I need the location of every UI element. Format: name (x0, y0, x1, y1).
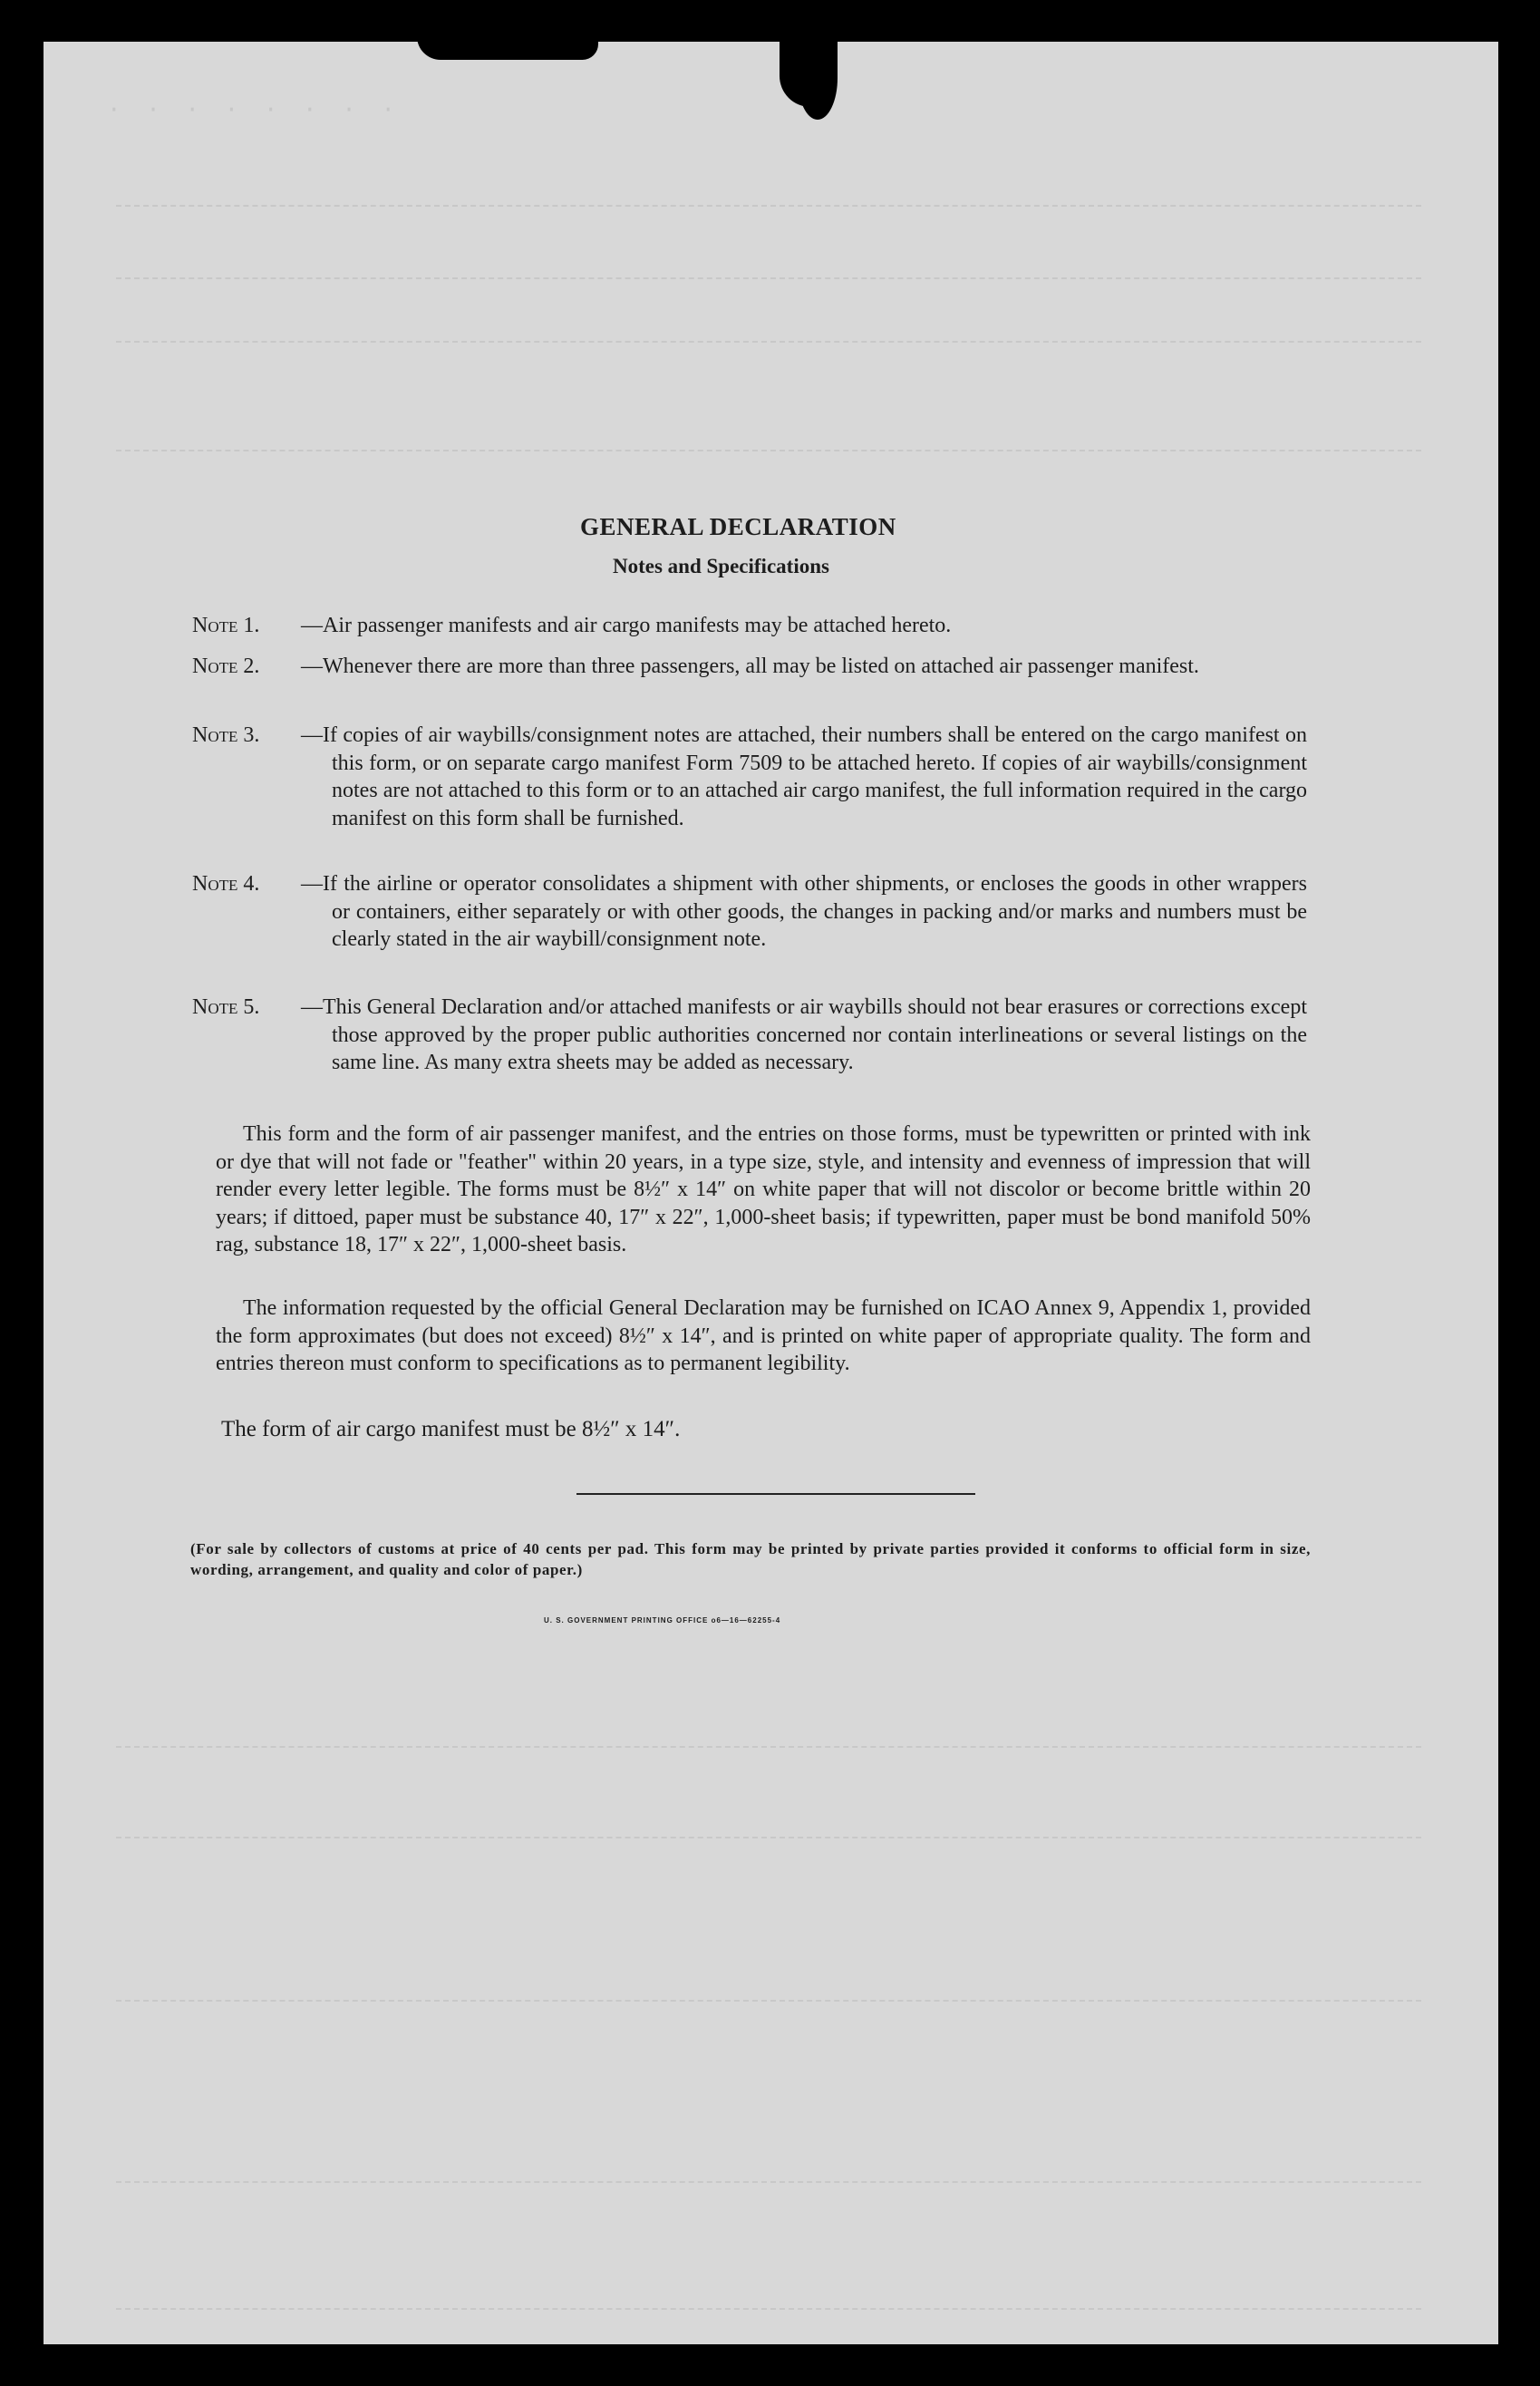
divider-rule (576, 1493, 975, 1495)
note-3 (192, 722, 1307, 832)
bleed-through-text: · · · · · · · · (107, 96, 402, 123)
printing-office-imprint: U. S. GOVERNMENT PRINTING OFFICE o6—16—62255-4 (544, 1616, 781, 1625)
paragraph-cargo-manifest-size: The form of air cargo manifest must be 8½″ x 14″. (221, 1417, 681, 1441)
page-subtitle: Notes and Specifications (613, 555, 829, 577)
note-label: Note 4. (192, 872, 260, 896)
note-label: Note 1. (192, 614, 260, 637)
note-label: Note 2. (192, 655, 260, 678)
note-2 (192, 653, 1307, 681)
note-text: —If the airline or operator consolidates a shipment with other shipments, or encloses the goods in other wrappers or containers, either separately or with other goods, the changes in packing and/or marks and numbers must be clearly stated in the air waybill/consignment note. (301, 872, 1307, 951)
note-text: —If copies of air waybills/consignment notes are attached, their numbers shall be entered on the cargo manifest on this form, or on separate cargo manifest Form 7509 to be attached hereto. If copies of air waybills/consignment notes are not attached to this form or to an attached air cargo manifest, the full information required in the cargo manifest on this form shall be furnished. (301, 723, 1307, 830)
paragraph-typewritten-requirements: This form and the form of air passenger manifest, and the entries on those forms, must be typewritten or printed with ink or dye that will not fade or "feather" within 20 years, in a type size, style, and intensity and evenness of impression that will render every letter legible. The forms must be 8½″ x 14″ on white paper that will not discolor or become brittle within 20 years; if dittoed, paper must be substance 40, 17″ x 22″, 1,000-sheet basis; if typewritten, paper must be bond manifold 50% rag, substance 18, 17″ x 22″, 1,000-sheet basis. (216, 1122, 1311, 1256)
note-4 (192, 870, 1307, 954)
note-5 (192, 994, 1307, 1077)
note-text: —Air passenger manifests and air cargo manifests may be attached hereto. (301, 614, 952, 637)
note-label: Note 3. (192, 723, 260, 747)
page-title: GENERAL DECLARATION (580, 513, 896, 540)
note-label: Note 5. (192, 995, 260, 1019)
note-text: —This General Declaration and/or attached manifests or air waybills should not bear erasures or corrections except those approved by the proper public authorities concerned nor contain interlineations or several listings on the same line. As many extra sheets may be added as necessary. (301, 995, 1307, 1074)
sale-notice: (For sale by collectors of customs at price of 40 cents per pad. This form may be printed by private parties provided it conforms to official form in size, wording, arrangement, and quality and color of paper.) (190, 1540, 1311, 1578)
note-text: —Whenever there are more than three passengers, all may be listed on attached air passenger manifest. (301, 655, 1199, 678)
paragraph-icao-annex: The information requested by the official General Declaration may be furnished on ICAO Annex 9, Appendix 1, provided the form approximates (but does not exceed) 8½″ x 14″, and is printed on white paper of appropriate quality. The form and entries thereon must conform to specifications as to permanent legibility. (216, 1296, 1311, 1375)
